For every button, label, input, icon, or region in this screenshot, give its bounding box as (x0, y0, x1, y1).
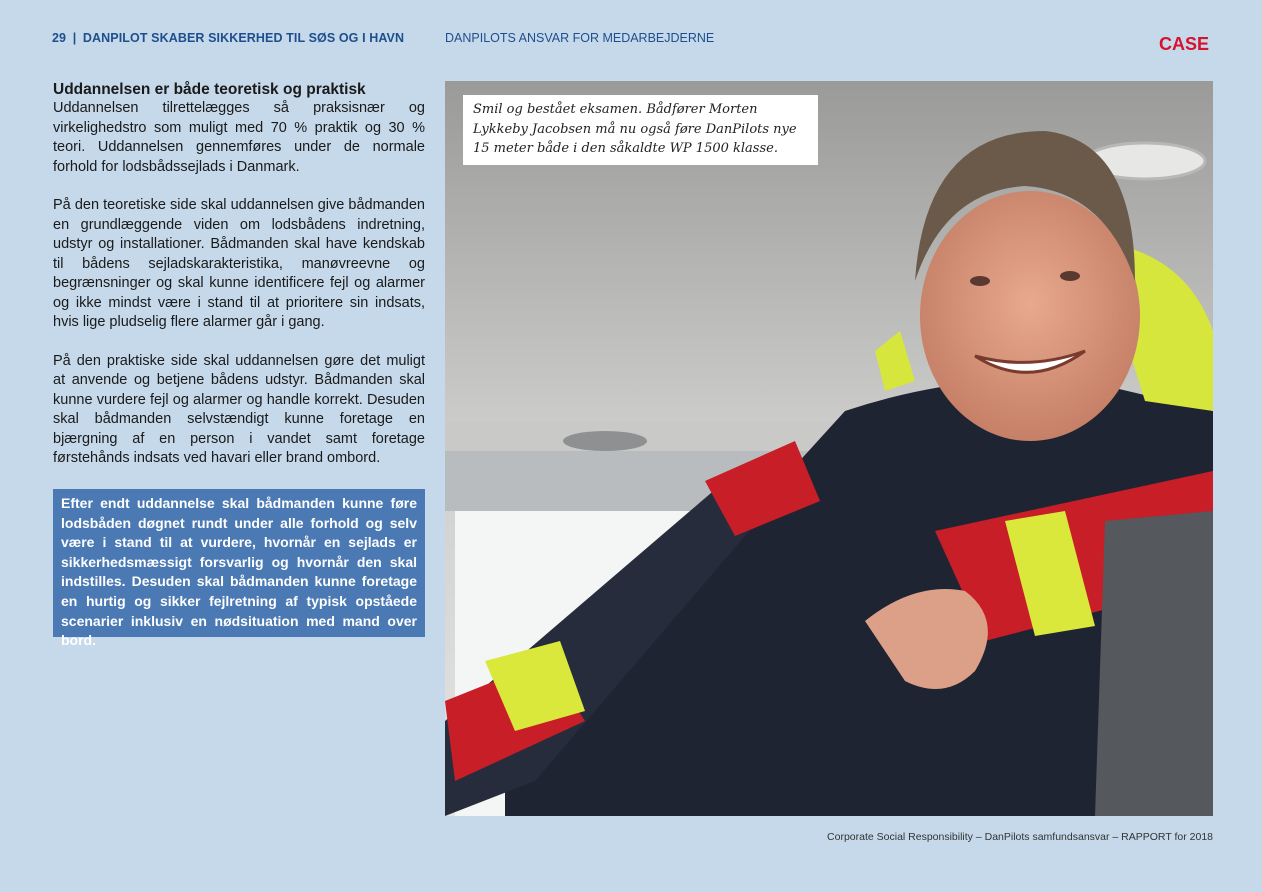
highlight-box: Efter endt uddannelse skal bådmanden kunne føre lodsbåden døgnet rundt under alle forhold og selv være i stand til at vurdere, hvornår en sejlads er sikkerhedsmæssigt forsvarlig og hvornår den skal indstilles. Desuden skal bådmanden kunne foretage en hurtig og sikker fejlretning af typisk opståede scenarier inklusiv en nødsituation med mand over bord. (53, 489, 425, 637)
paragraph-theory: På den teoretiske side skal uddannelsen give bådmanden en grundlæggende viden om lodsbådens indretning, udstyr og installationer. Bådmanden skal have kendskab til bådens sejladskarakteristika, manøvreevne og begrænsninger og skal kunne identificere fejl og alarmer og ikke mindst være i stand til at prioritere sin indsats, hvis lige pludselig flere alarmer går i gang. (53, 197, 425, 330)
footer-text: Corporate Social Responsibility – DanPilots samfundsansvar – RAPPORT for 2018 (827, 831, 1213, 843)
header-separator: | (72, 31, 77, 45)
photo-illustration (445, 81, 1213, 816)
photo (445, 81, 1213, 816)
paragraph-intro: Uddannelsen tilrettelægges så praksisnær og virkelighedstro som muligt med 70 % praktik og 30 % teori. Uddannelsen gennemføres under de normale forhold for lodsbådssejlads i Danmark. (53, 100, 425, 175)
article-heading: Uddannelsen er både teoretisk og praktisk (53, 81, 366, 98)
subsection-title: DANPILOTS ANSVAR FOR MEDARBEJDERNE (445, 31, 715, 45)
article-body (53, 80, 425, 488)
photo-caption: Smil og bestået eksamen. Bådfører Morten Lykkeby Jacobsen må nu også føre DanPilots nye 15 meter både i den såkaldte WP 1500 klasse. (463, 95, 818, 165)
page-number: 29 (52, 31, 67, 45)
section-title: DANPILOT SKABER SIKKERHED TIL SØS OG I HAVN (82, 31, 405, 45)
case-tag: CASE (1159, 34, 1210, 54)
paragraph-practice: På den praktiske side skal uddannelsen gøre det muligt at anvende og betjene bådens udstyr. Bådmanden skal kunne vurdere fejl og alarmer og handle korrekt. Desuden skal bådmanden selvstændigt kunne foretage en bjærgning af en person i vandet samt foretage førstehånds indsats ved havari eller brand ombord. (53, 352, 425, 466)
running-header (52, 31, 404, 45)
